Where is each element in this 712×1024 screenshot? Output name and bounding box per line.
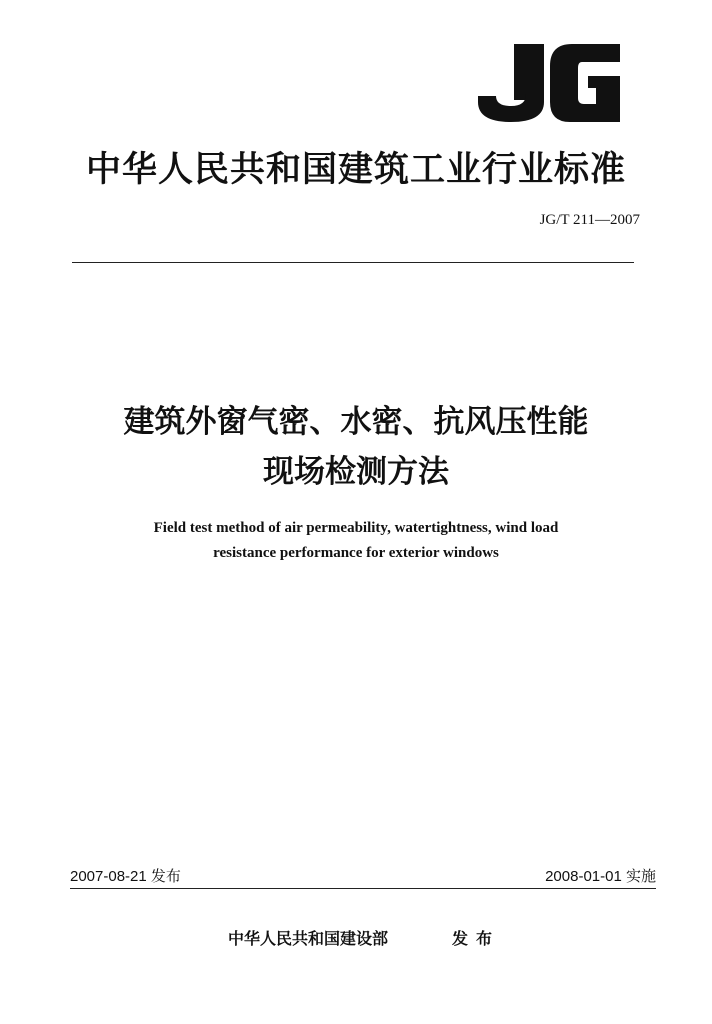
title-zh-line1: 建筑外窗气密、水密、抗风压性能 xyxy=(123,404,589,440)
issue-date: 2007-08-21 发布 xyxy=(70,868,181,885)
org-title: 中华人民共和国建筑工业行业标准 xyxy=(85,150,626,190)
title-en-line2: resistance performance for exterior windows xyxy=(213,545,499,561)
header-divider xyxy=(72,262,634,263)
title-zh-line2: 现场检测方法 xyxy=(263,454,449,490)
footer-divider xyxy=(70,888,656,889)
publish-label: 发布 xyxy=(452,929,501,948)
publisher-name: 中华人民共和国建设部 xyxy=(228,929,389,948)
title-en-line1: Field test method of air permeability, watertightness, wind load xyxy=(153,520,559,536)
standard-code: JG/T 211—2007 xyxy=(539,212,640,228)
jg-logo-mark xyxy=(478,44,620,122)
jg-logo xyxy=(478,44,620,122)
implementation-date: 2008-01-01 实施 xyxy=(545,868,656,885)
